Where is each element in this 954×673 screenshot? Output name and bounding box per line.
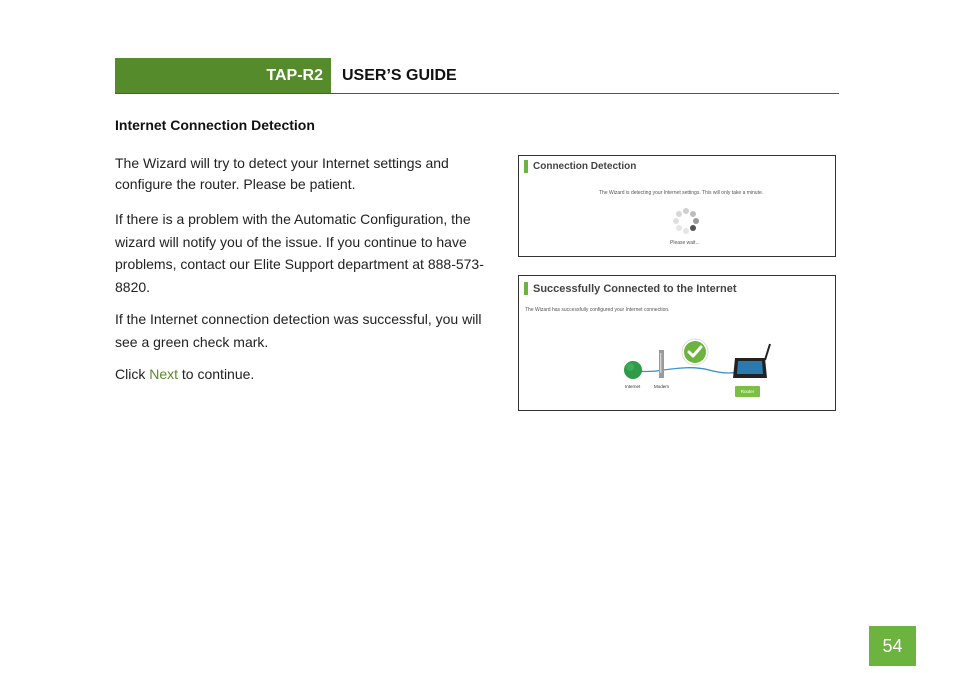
next-link[interactable]: Next	[149, 366, 179, 382]
heading-accent-bar	[524, 282, 528, 295]
network-diagram	[619, 334, 779, 394]
guide-title: USER’S GUIDE	[342, 66, 457, 84]
router-button: Router	[735, 386, 760, 397]
paragraph-wizard-detect: The Wizard will try to detect your Internet settings and configure the router. Please be patient.	[115, 155, 449, 192]
connection-detection-heading	[524, 160, 636, 173]
heading-accent-bar	[524, 160, 528, 173]
header-rule	[115, 93, 839, 94]
click-prefix: Click	[115, 366, 150, 382]
connection-detection-title: Connection Detection	[533, 161, 637, 172]
check-mark-icon	[682, 339, 708, 365]
router-icon	[733, 344, 770, 378]
connected-message: The Wizard has successfully configured your Internet connection.	[525, 307, 670, 313]
internet-label: Internet	[625, 384, 641, 389]
modem-icon	[659, 350, 664, 378]
product-model: TAP-R2	[266, 66, 323, 84]
connection-detection-screenshot	[518, 155, 836, 257]
detection-message: The Wizard is detecting your Internet settings. This will only take a minute.	[599, 190, 764, 196]
please-wait-text: Please wait...	[670, 240, 700, 246]
cable-line	[627, 368, 744, 373]
page-number: 54	[869, 626, 916, 666]
section-title: Internet Connection Detection	[115, 117, 315, 133]
connected-title: Successfully Connected to the Internet	[533, 282, 737, 295]
modem-label: Modem	[654, 384, 670, 389]
paragraph-click-next	[115, 363, 505, 386]
connected-screenshot	[518, 275, 836, 411]
click-suffix: to continue.	[178, 366, 255, 382]
paragraph-problem: If there is a problem with the Automatic Configuration, the wizard will notify you of the issue. If you continue to have problems, contact our Elite Support department at 888-573-8820.	[115, 211, 484, 295]
loading-spinner-icon	[673, 208, 699, 234]
connected-heading	[524, 282, 737, 295]
globe-icon	[624, 361, 642, 379]
paragraph-success: If the Internet connection detection was successful, you will see a green check mark.	[115, 311, 482, 350]
